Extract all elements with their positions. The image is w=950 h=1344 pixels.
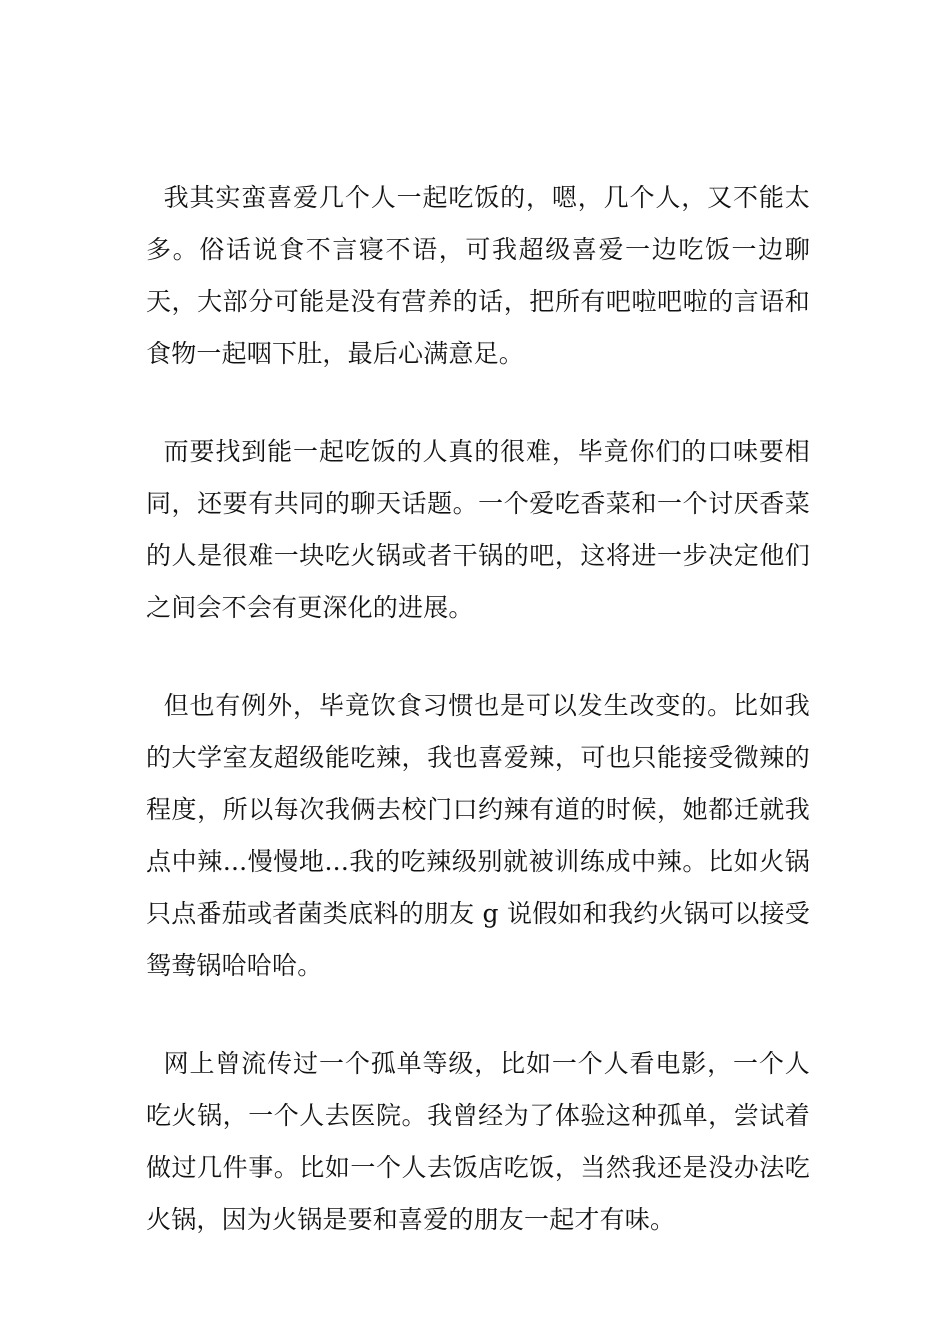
paragraph-1: 我其实蛮喜爱几个人一起吃饭的，嗯，几个人，又不能太多。俗话说食不言寝不语，可我超级喜爱一边吃饭一边聊天，大部分可能是没有营养的话，把所有吧啦吧啦的言语和食物一起咽下肚，最后心满意足。 — [146, 183, 810, 368]
paragraph-2: 而要找到能一起吃饭的人真的很难，毕竟你们的口味要相同，还要有共同的聊天话题。一个爱吃香菜和一个讨厌香菜的人是很难一块吃火锅或者干锅的吧，这将进一步决定他们之间会不会有更深化的进展。 — [146, 437, 810, 622]
paragraph-4: 网上曾流传过一个孤单等级，比如一个人看电影，一个人吃火锅，一个人去医院。我曾经为了体验这种孤单，尝试着做过几件事。比如一个人去饭店吃饭，当然我还是没办法吃火锅，因为火锅是要和喜爱的朋友一起才有味。 — [146, 1049, 810, 1234]
paragraph-3: 但也有例外，毕竟饮食习惯也是可以发生改变的。比如我的大学室友超级能吃辣，我也喜爱辣，可也只能接受微辣的程度，所以每次我俩去校门口约辣有道的时候，她都迁就我点中辣...慢慢地...我的吃辣级别就被训练成中辣。比如火锅只点番茄或者菌类底料的朋友 g 说假如和我约火锅可以接受鸳鸯锅哈哈哈。 — [146, 691, 810, 980]
document-body — [146, 172, 810, 1292]
